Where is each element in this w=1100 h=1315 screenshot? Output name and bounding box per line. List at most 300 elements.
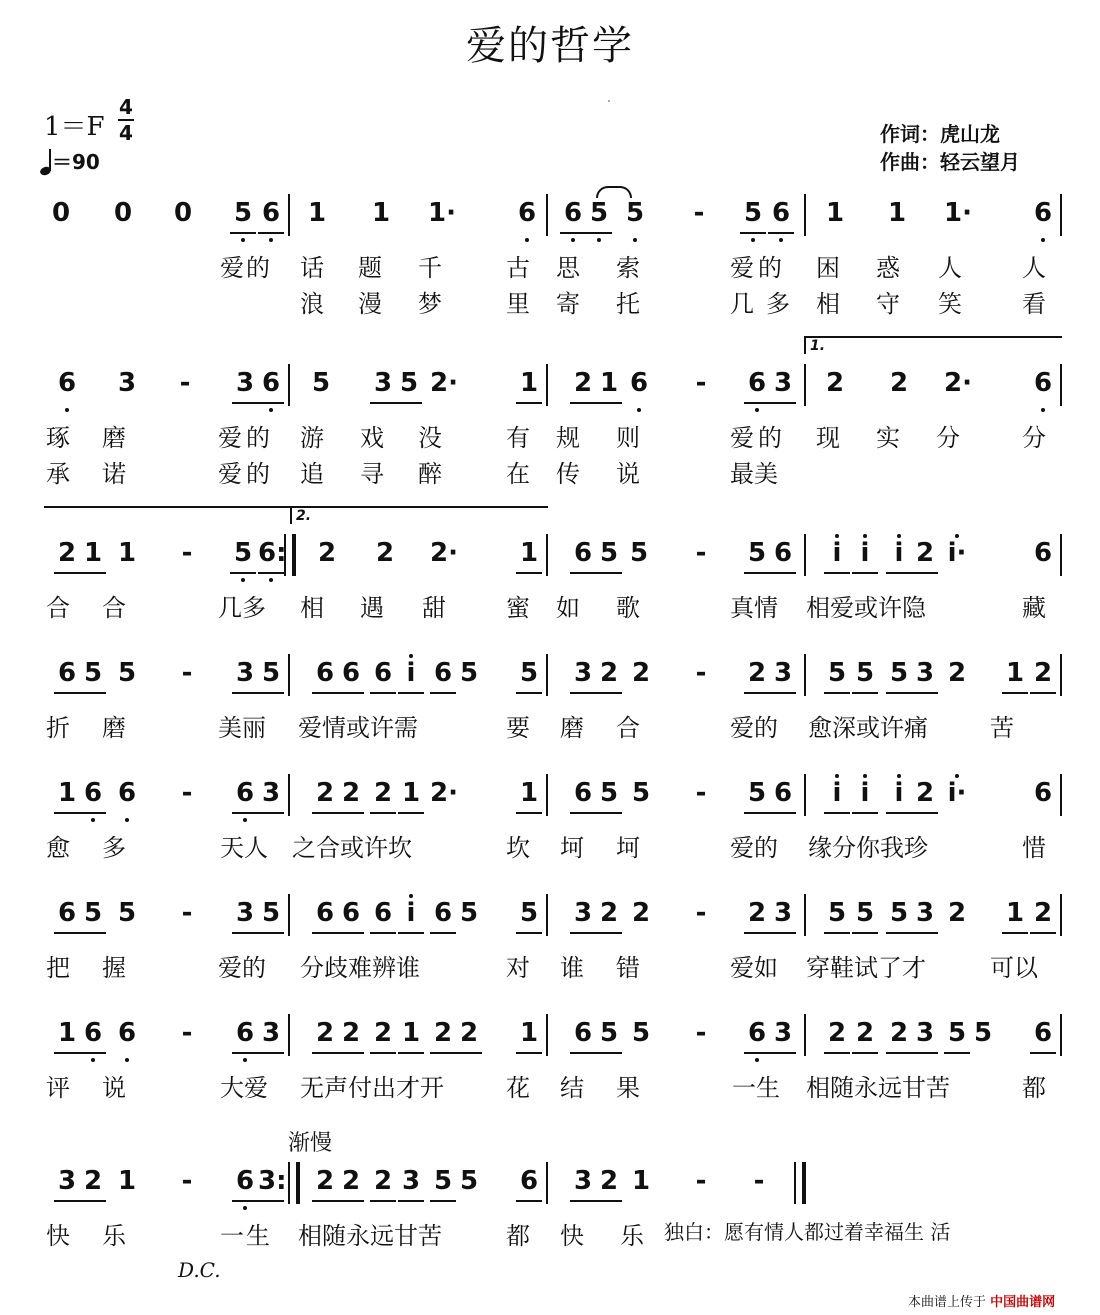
note (258, 658, 284, 688)
note-value: 5 (233, 538, 253, 568)
note (596, 778, 622, 808)
note-value: 3 (57, 1166, 77, 1196)
lyric: 惜 (1022, 834, 1046, 862)
note (338, 658, 364, 688)
note (884, 198, 910, 228)
high-octave-dot (835, 534, 839, 538)
note-value: 6 (57, 368, 77, 398)
note-value: 5 (261, 658, 281, 688)
note-value: 6 (83, 778, 103, 808)
barline (288, 1162, 300, 1204)
note (338, 1018, 364, 1048)
note (912, 1018, 938, 1048)
note (824, 898, 850, 928)
barline (546, 1162, 548, 1204)
note-value: 3 (373, 368, 393, 398)
lyric: 分 (1022, 424, 1046, 452)
lyric: 没 (418, 424, 442, 452)
note-value: 2 (631, 898, 651, 928)
low-octave-dot (525, 238, 529, 242)
note (80, 538, 106, 568)
lyric: 索 (616, 254, 640, 282)
lyric: 实 (876, 424, 900, 452)
note (398, 1166, 424, 1196)
note-value: i (860, 778, 870, 808)
note (596, 1018, 622, 1048)
note (456, 658, 482, 688)
lyric: 磨 (560, 714, 584, 742)
note (1030, 778, 1056, 808)
note-value: - (181, 1166, 193, 1196)
note (230, 538, 256, 568)
note (370, 368, 396, 398)
barline (546, 364, 548, 406)
note-value: 2 (599, 658, 619, 688)
barline (288, 774, 290, 816)
note (308, 368, 334, 398)
lyric: 折 (46, 714, 70, 742)
lyric-verse-2: 最美 (730, 460, 778, 488)
lyric-verse-2: 漫 (358, 290, 382, 318)
lyric: 爱 (218, 424, 242, 452)
note (80, 1166, 106, 1196)
lyric: 多 (102, 834, 126, 862)
note-value: 1 (887, 198, 907, 228)
lyric: 的 (758, 424, 782, 452)
note-value: 5 (599, 1018, 619, 1048)
tie-slur (596, 186, 632, 198)
note-value: 6 (1033, 538, 1053, 568)
barline (1060, 1014, 1062, 1056)
note (312, 898, 338, 928)
note-value: i (406, 658, 416, 688)
note-value: 6 (771, 198, 791, 228)
low-octave-dot (243, 1206, 247, 1210)
note-value: 6 (1033, 1018, 1053, 1048)
note (230, 198, 256, 228)
lyricist: 作词：虎山龙 (880, 122, 1000, 146)
note (824, 1018, 850, 1048)
note-value: 2 (375, 538, 395, 568)
low-octave-dot (243, 818, 247, 822)
note (456, 898, 482, 928)
note (570, 658, 596, 688)
lyric: 可以 (990, 954, 1038, 982)
note (596, 1166, 622, 1196)
barline (288, 894, 290, 936)
note-value: - (695, 778, 707, 808)
note-value: 3 (773, 1018, 793, 1048)
note-value: - (695, 368, 707, 398)
low-octave-dot (243, 1058, 247, 1062)
note-value: 5 (629, 538, 649, 568)
note (852, 1018, 878, 1048)
note (312, 778, 338, 808)
note (912, 778, 938, 808)
note-value: 2 (433, 1018, 453, 1048)
note-value: 2 (827, 1018, 847, 1048)
note-value: 3 (401, 1166, 421, 1196)
note-value: i (860, 538, 870, 568)
note (338, 898, 364, 928)
barline (1060, 654, 1062, 696)
note-value: 5 (889, 898, 909, 928)
stray-dot (608, 100, 610, 102)
note-value: 2 (631, 658, 651, 688)
note-value: 5 (631, 1018, 651, 1048)
note-value: 5 (519, 898, 539, 928)
note-value: 2 (315, 1018, 335, 1048)
note-value: 6 (57, 898, 77, 928)
note (312, 1018, 338, 1048)
note-value: 1 (57, 1018, 77, 1048)
barline (546, 194, 548, 236)
note (852, 538, 878, 568)
low-octave-dot (597, 238, 601, 242)
note-value: 0 (113, 198, 133, 228)
lyric: 相 (300, 594, 324, 622)
note (770, 538, 796, 568)
note (944, 778, 970, 808)
note (596, 658, 622, 688)
note-value: 5 (459, 658, 479, 688)
note (770, 898, 796, 928)
barline (546, 894, 548, 936)
note (744, 898, 770, 928)
barline (546, 534, 548, 576)
note-value: 5 (743, 198, 763, 228)
note-value: i (894, 778, 904, 808)
lyric: 几多 (218, 594, 266, 622)
lyric-verse-2: 里 (506, 290, 530, 318)
note-value: 2 (947, 898, 967, 928)
note-value: 2 (315, 1166, 335, 1196)
note-value: 2 (889, 368, 909, 398)
note (338, 778, 364, 808)
barline (546, 774, 548, 816)
note-value: 2 (747, 658, 767, 688)
lyric: 爱 (220, 254, 244, 282)
lyric: 遇 (360, 594, 384, 622)
note-value: 2 (599, 1166, 619, 1196)
note (1030, 538, 1056, 568)
time-signature (118, 96, 134, 144)
note (596, 898, 622, 928)
note-value: 6 (573, 1018, 593, 1048)
low-octave-dot (125, 1058, 129, 1062)
note (852, 898, 878, 928)
lyric-verse-2: 爱 (218, 460, 242, 488)
note-value: 1 (1005, 898, 1025, 928)
lyric: 合 (616, 714, 640, 742)
note (570, 1018, 596, 1048)
note-value: 6 (519, 1166, 539, 1196)
lyric: 人 (1022, 254, 1046, 282)
note-value: 5 (855, 658, 875, 688)
note-value: 5 (947, 1018, 967, 1048)
note (314, 538, 340, 568)
note (258, 778, 284, 808)
note-value: 5 (827, 658, 847, 688)
high-octave-dot (863, 774, 867, 778)
barline (804, 194, 806, 236)
lyric-verse-2: 看 (1022, 290, 1046, 318)
note (688, 898, 714, 928)
lyric: 说 (102, 1074, 126, 1102)
note-value: 6 (261, 368, 281, 398)
note-value: 1 (83, 538, 103, 568)
lyric: 则 (616, 424, 640, 452)
note (744, 778, 770, 808)
lyric-verse-2: 相 (816, 290, 840, 318)
low-octave-dot (91, 1058, 95, 1062)
note (114, 898, 140, 928)
note (688, 1018, 714, 1048)
note (516, 368, 542, 398)
note-value: 2 (747, 898, 767, 928)
note (912, 898, 938, 928)
low-octave-dot (125, 818, 129, 822)
quarter-note-icon (40, 149, 52, 175)
note (770, 368, 796, 398)
note (586, 198, 612, 228)
lyric-verse-2: 的 (246, 460, 270, 488)
high-octave-dot (955, 774, 959, 778)
note-value: 1 (631, 1166, 651, 1196)
note (54, 1166, 80, 1196)
volta-2-bracket: 2. (290, 506, 306, 524)
ritardando-marking: 渐慢 (288, 1131, 333, 1156)
note-value: 3 (235, 898, 255, 928)
barline (804, 534, 806, 576)
barline (288, 654, 290, 696)
note-value: 5 (117, 658, 137, 688)
low-octave-dot (571, 238, 575, 242)
note-value: 6 (315, 898, 335, 928)
note (80, 898, 106, 928)
note (1030, 198, 1056, 228)
note (174, 1166, 200, 1196)
note (912, 658, 938, 688)
note (516, 898, 542, 928)
note-value: 3 (261, 1018, 281, 1048)
note-value: 2 (459, 1018, 479, 1048)
lyric: 真情 (730, 594, 778, 622)
note (886, 658, 912, 688)
note (560, 198, 586, 228)
barline (288, 364, 290, 406)
note-value: 1 (599, 368, 619, 398)
lyric: 磨 (102, 714, 126, 742)
note-value: - (695, 658, 707, 688)
note-value: 3 (773, 658, 793, 688)
barline (546, 654, 548, 696)
note-value: 6 (747, 368, 767, 398)
note-value: 5 (827, 898, 847, 928)
note (114, 1018, 140, 1048)
lyric: 分 (936, 424, 960, 452)
lyric: 快 (560, 1222, 584, 1250)
note-value: 1 (117, 1166, 137, 1196)
note (114, 658, 140, 688)
note-value: 3 (915, 658, 935, 688)
note (430, 658, 456, 688)
note (312, 1166, 338, 1196)
note (824, 538, 850, 568)
meter-top: 4 (119, 95, 133, 119)
note-value: 2 (947, 658, 967, 688)
song-title: 爱的哲学 (466, 23, 634, 69)
note-value: 2 (341, 778, 361, 808)
note (514, 198, 540, 228)
note-value: - (181, 778, 193, 808)
note-value: 6 (773, 778, 793, 808)
note (232, 778, 258, 808)
note (628, 778, 654, 808)
lyric: 天人 (220, 834, 268, 862)
note (570, 368, 596, 398)
lyric-verse-2: 承 (46, 460, 70, 488)
note-value: 3 (117, 368, 137, 398)
note-value: 5 (459, 1166, 479, 1196)
note-value: 2 (889, 1018, 909, 1048)
note-value: 2 (915, 538, 935, 568)
note (80, 778, 106, 808)
note (744, 1018, 770, 1048)
barline (546, 1014, 548, 1056)
note (174, 658, 200, 688)
note (456, 1166, 482, 1196)
note (338, 1166, 364, 1196)
low-octave-dot (755, 1058, 759, 1062)
note-value: 6 (341, 898, 361, 928)
lyric: 错 (616, 954, 640, 982)
note (912, 538, 938, 568)
barline (804, 1014, 806, 1056)
lyric: 坷 (560, 834, 584, 862)
lyric: 合 (46, 594, 70, 622)
lyric: 乐 (620, 1222, 644, 1250)
note-value: 5 (83, 898, 103, 928)
note (232, 1018, 258, 1048)
note-value: 6 (83, 1018, 103, 1048)
note (824, 658, 850, 688)
note-value: 1 (307, 198, 327, 228)
note-value: 6 (433, 898, 453, 928)
note-value: 5 (855, 898, 875, 928)
note-value: 6 (373, 898, 393, 928)
lyric: 爱如 (730, 954, 778, 982)
lyric: 愈深或许痛 (808, 714, 928, 742)
note (886, 898, 912, 928)
note (570, 778, 596, 808)
note-value: 3 (573, 1166, 593, 1196)
note-value: i (832, 538, 842, 568)
note (886, 1018, 912, 1048)
note-value: 1 (519, 778, 539, 808)
barline (804, 894, 806, 936)
note-value: 6 (1033, 778, 1053, 808)
note-value: 1· (944, 198, 972, 228)
note-value: 1 (401, 1018, 421, 1048)
note-value: - (695, 1018, 707, 1048)
note (688, 658, 714, 688)
note (110, 198, 136, 228)
note-value: i (406, 898, 416, 928)
note (516, 778, 542, 808)
note (886, 368, 912, 398)
lyric-verse-2: 寻 (360, 460, 384, 488)
lyric-verse-2: 说 (616, 460, 640, 488)
note (232, 1166, 258, 1196)
note-value: 6: (258, 538, 287, 568)
note (944, 898, 970, 928)
barline (284, 534, 296, 576)
note (258, 198, 284, 228)
high-octave-dot (897, 774, 901, 778)
note (596, 538, 622, 568)
lyric: 坎 (506, 834, 530, 862)
note (770, 658, 796, 688)
note-value: 6 (117, 778, 137, 808)
lyric: 人 (938, 254, 962, 282)
lyric-verse-2: 寄 (556, 290, 580, 318)
lyric: 爱 (730, 424, 754, 452)
note-value: 2 (315, 778, 335, 808)
note-value: 1 (57, 778, 77, 808)
note-value: 6 (563, 198, 583, 228)
lyric: 题 (358, 254, 382, 282)
note-value: 6 (573, 538, 593, 568)
note (744, 658, 770, 688)
low-octave-dot (779, 238, 783, 242)
note (54, 658, 80, 688)
note (688, 368, 714, 398)
note-value: 3 (915, 898, 935, 928)
lyric: 握 (102, 954, 126, 982)
lyric: 对 (506, 954, 530, 982)
note (430, 778, 456, 808)
note-value: 6 (517, 198, 537, 228)
note-value: 5 (631, 778, 651, 808)
note-value: - (181, 1018, 193, 1048)
note-value: 2 (855, 1018, 875, 1048)
note-value: 5 (519, 658, 539, 688)
note (516, 658, 542, 688)
note-value: 1 (519, 1018, 539, 1048)
note (622, 198, 648, 228)
note-value: i· (947, 778, 967, 808)
note (54, 538, 80, 568)
note (516, 1166, 542, 1196)
note-value: 6 (315, 658, 335, 688)
note (456, 1018, 482, 1048)
barline (1060, 894, 1062, 936)
note (430, 368, 456, 398)
footer-credit (908, 1291, 1055, 1310)
tempo-value: ＝90 (52, 150, 100, 174)
note (370, 1018, 396, 1048)
note (770, 778, 796, 808)
note (428, 198, 454, 228)
lyric: 爱的 (730, 834, 778, 862)
note (370, 658, 396, 688)
note (570, 898, 596, 928)
note-value: - (179, 368, 191, 398)
note (744, 368, 770, 398)
lyric: 快 (46, 1222, 70, 1250)
lyric: 花 (506, 1074, 530, 1102)
